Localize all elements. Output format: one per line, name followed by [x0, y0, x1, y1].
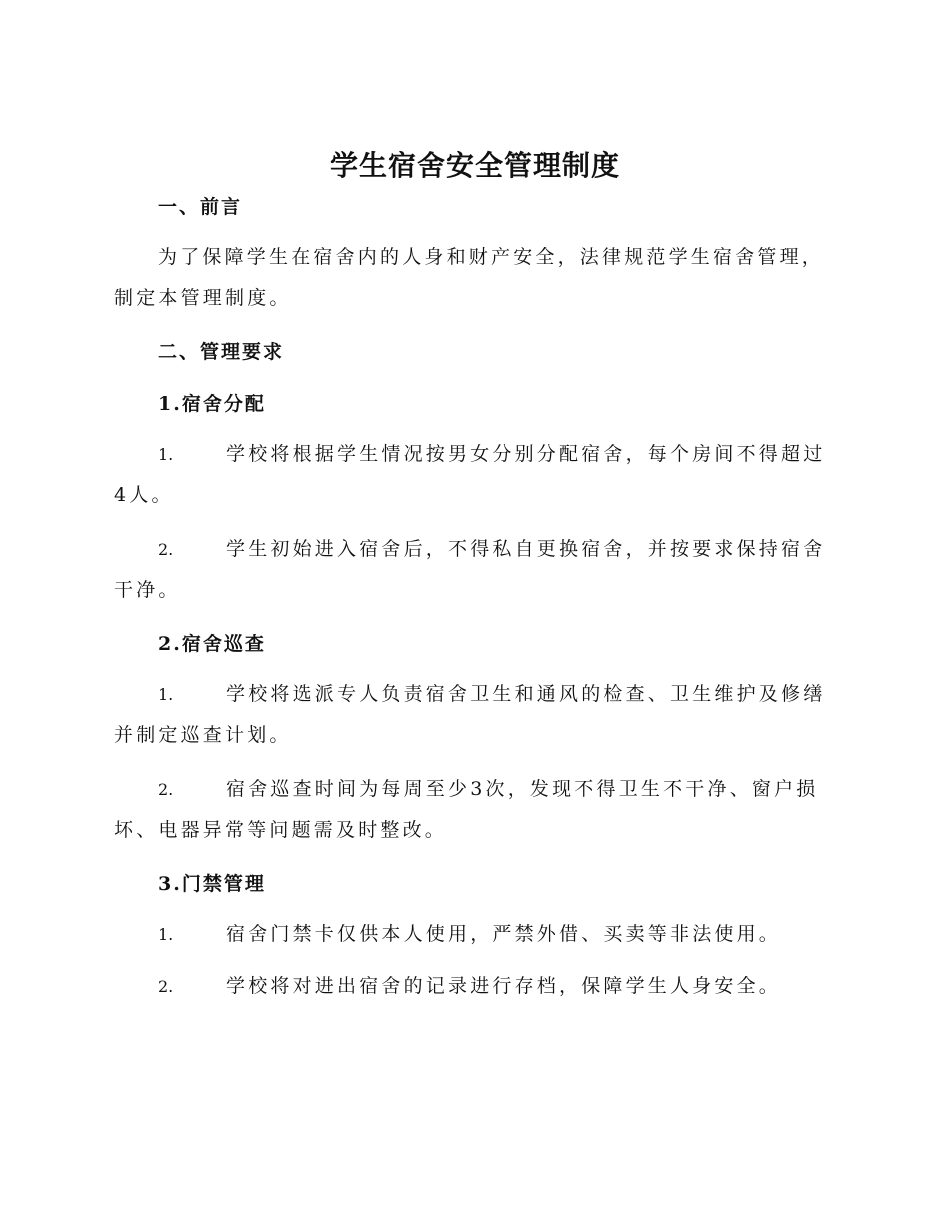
list-item — [114, 966, 836, 1007]
list-item-text: 宿舍巡查时间为每周至少3次，发现不得卫生不干净、窗户损坏、电器异常等问题需及时整改。 — [114, 778, 819, 841]
subheading-inspection: 2.宿舍巡查 — [158, 633, 266, 655]
section-heading-requirements: 二、管理要求 — [158, 341, 285, 363]
list-item-number: 2. — [158, 977, 174, 996]
list-item-number: 2. — [158, 780, 174, 799]
subheading-allocation: 1.宿舍分配 — [158, 393, 266, 415]
document-title: 学生宿舍安全管理制度 — [329, 149, 620, 182]
list-item-text: 学校将对进出宿舍的记录进行存档，保障学生人身安全。 — [226, 975, 782, 997]
list-item-number: 1. — [158, 445, 174, 464]
list-item — [114, 434, 836, 516]
list-item-text: 宿舍门禁卡仅供本人使用，严禁外借、买卖等非法使用。 — [226, 923, 782, 945]
section-heading-preface: 一、前言 — [158, 196, 243, 218]
preface-text: 为了保障学生在宿舍内的人身和财产安全，法律规范学生宿舍管理，制定本管理制度。 — [114, 246, 825, 309]
list-item-number: 2. — [158, 540, 174, 559]
list-item-text: 学校将选派专人负责宿舍卫生和通风的检查、卫生维护及修缮并制定巡查计划。 — [114, 683, 826, 746]
list-item — [114, 914, 836, 955]
list-item-number: 1. — [158, 685, 174, 704]
list-item — [114, 769, 836, 851]
list-item-text: 学生初始进入宿舍后，不得私自更换宿舍，并按要求保持宿舍干净。 — [114, 538, 826, 601]
list-item-number: 1. — [158, 925, 174, 944]
subheading-access: 3.门禁管理 — [158, 873, 266, 895]
list-item — [114, 674, 836, 756]
list-item-text: 学校将根据学生情况按男女分别分配宿舍，每个房间不得超过4人。 — [114, 443, 826, 506]
preface-paragraph — [114, 237, 836, 319]
list-item — [114, 529, 836, 611]
